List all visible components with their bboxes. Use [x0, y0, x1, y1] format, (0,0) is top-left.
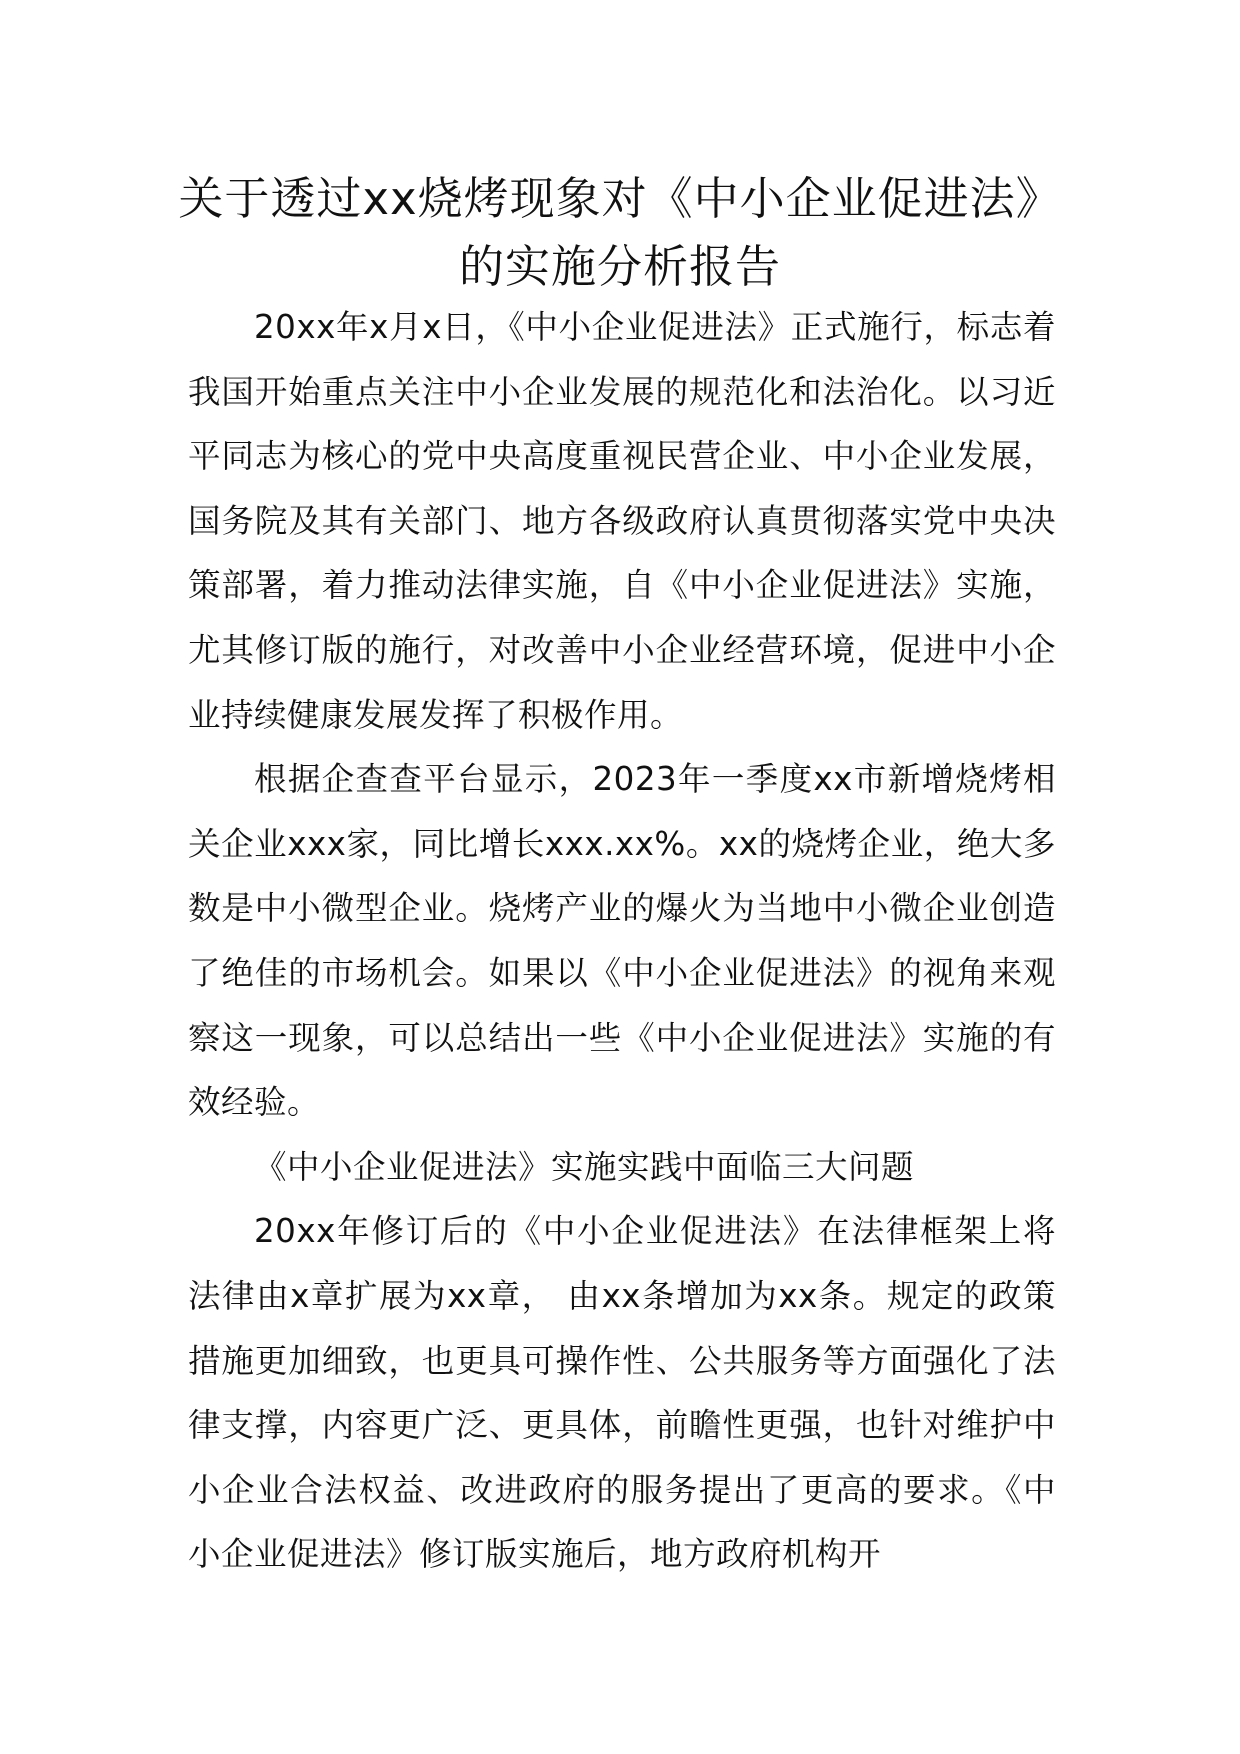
document-title: 关于透过xx烧烤现象对《中小企业促进法》的实施分析报告 — [178, 172, 1062, 293]
paragraph-intro: 20xx年x月x日，《中小企业促进法》正式施行，标志着我国开始重点关注中小企业发展的规范化和法治化。以习近平同志为核心的党中央高度重视民营企业、中小企业发展，国务院及其有关部门、地方各级政府认真贯彻落实党中央决策部署，着力推动法律实施，自《中小企业促进法》实施，尤其修订版的施行，对改善中小企业经营环境，促进中小企业持续健康发展发挥了积极作用。 — [188, 308, 1056, 734]
document-body — [188, 295, 1056, 1587]
paragraph-revision: 20xx年修订后的《中小企业促进法》在法律框架上将法律由x章扩展为xx章， 由xx条增加为xx条。规定的政策措施更加细致，也更具可操作性、公共服务等方面强化了法律支撑，内容更广泛、更具体，前瞻性更强，也针对维护中小企业合法权益、改进政府的服务提出了更高的要求。《中小企业促进法》修订版实施后，地方政府机构开 — [188, 1212, 1056, 1574]
paragraph-data: 根据企查查平台显示，2023年一季度xx市新增烧烤相关企业xxx家，同比增长xxx.xx%。xx的烧烤企业，绝大多数是中小微型企业。烧烤产业的爆火为当地中小微企业创造了绝佳的市场机会。如果以《中小企业促进法》的视角来观察这一现象，可以总结出一些《中小企业促进法》实施的有效经验。 — [188, 760, 1056, 1122]
section-heading: 《中小企业促进法》实施实践中面临三大问题 — [254, 1147, 915, 1186]
